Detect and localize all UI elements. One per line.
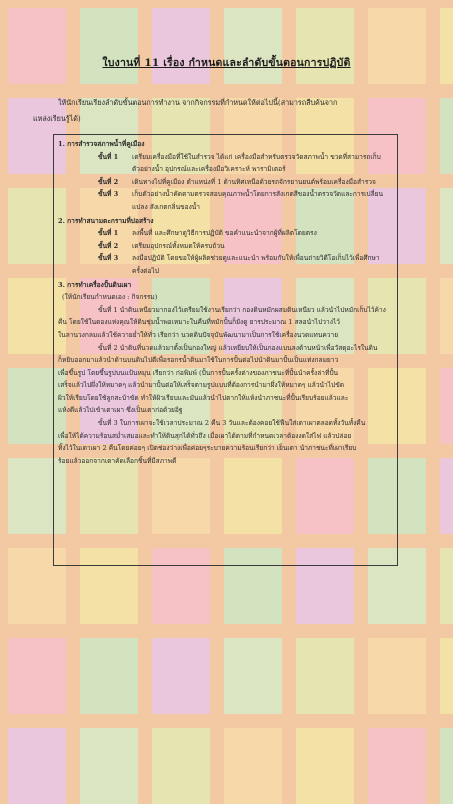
step-number: ขั้นที่ 1 <box>98 152 119 161</box>
instructions <box>33 95 398 127</box>
step-text: เตรียมเครื่องมือที่ใช้ในสำรวจ ได้แก่ เครื่องมือสำหรับตรวจวัดสภาพน้ำ ขวดที่สามารถเก็บ <box>132 152 381 161</box>
section-1-step-1 <box>58 151 391 176</box>
background-tile <box>440 728 453 804</box>
step-text: เดินทางไปที่คูเมือง ตำแหน่งที่ 1 ด้านทิศเหนือด้วยรถจักรยานยนต์พร้อมเครื่องมือสำรวจ <box>132 177 376 186</box>
step-text: แห้งดีแล้วไปเข้าเตาเผา ซึ่งเป็นเตาก่อด้วยอิฐ <box>58 406 183 415</box>
step-text: นำดินเหนียวมากองไว้เตรียมใช้งานเรียกว่า กองดินหมักผสมดินเหนียว แล้วนำไปหมักเก็บไว้ค้าง <box>119 305 386 314</box>
answer-box <box>53 134 398 566</box>
background-tile <box>152 638 210 714</box>
section-1-step-2 <box>58 176 391 189</box>
step-text: นำดินที่นวดแล้วมาตั้งเป็นกองใหญ่ แล้วเหยียบให้เป็นกองแบนลงด้านหน้าเพื่อวัสดุอะไรในดิน <box>119 343 378 352</box>
background-tile <box>224 638 282 714</box>
section-1-heading: 1. การสำรวจสภาพน้ำที่คูเมือง <box>58 140 145 148</box>
step-number: ขั้นที่ 2 <box>98 343 118 352</box>
section-2-step-3 <box>58 252 391 277</box>
section-3-step-3 <box>58 417 391 467</box>
background-tile <box>296 728 354 804</box>
section-1-step-3 <box>58 188 391 213</box>
step-number: ขั้นที่ 3 <box>98 254 119 263</box>
background-tile <box>80 728 138 804</box>
step-text: ในลานวงกลมแล้วใช้ควายย่ำให้ทั่ว เรียกว่า นวดดินปัจจุบันพัฒนามาเป็นการใช้เครื่องนวดแทนควาย <box>58 330 339 339</box>
section-2-step-1 <box>58 227 391 240</box>
section-3-note: (ให้นักเรียนกำหนดเอง : กิจกรรม) <box>62 293 158 302</box>
step-number: ขั้นที่ 1 <box>98 305 118 314</box>
step-text: เตรียมอุปกรณ์ทั้งหมดให้ครบถ้วน <box>132 241 225 250</box>
instructions-line-2: แหล่งเรียนรู้ได้) <box>33 114 81 123</box>
section-2-step-2 <box>58 240 391 253</box>
instructions-line-1: ให้นักเรียนเรียงลำดับขั้นตอนการทำงาน จากกิจกรรมที่กำหนดให้ต่อไปนี้(สามารถสืบค้นจาก <box>58 98 338 107</box>
section-3-heading: 3. การทำเครื่องปั้นดินเผา <box>58 280 132 289</box>
background-tile <box>80 638 138 714</box>
step-text: ร้อยแล้วออกจากเตาคัดเลือกชิ้นที่มีสภาพดี <box>58 456 177 465</box>
background-tile <box>296 638 354 714</box>
background-tile <box>368 728 426 804</box>
step-number: ขั้นที่ 3 <box>98 190 119 199</box>
step-number: ขั้นที่ 2 <box>98 177 119 186</box>
step-text: ลงมือปฏิบัติ โดยขอให้ผู้ผลิตช่วยดูและแนะนำ พร้อมกับให้เพื่อนถ่ายวิดีโอเก็บไว้เพื่อศึกษา <box>132 254 380 263</box>
step-text: ทิ้งไว้ในเตาเผา 2 คืนโดยค่อยๆ เปิดช่องว่างเพื่อค่อยๆระบายความร้อนเรียกว่า เย็นเตา นำภาชนะที่เผาเรียบ <box>58 444 357 453</box>
step-text: ผิวให้เรียบโดยใช้ลูกสะบ้าขัด ทำให้ผิวเรียบและมันแล้วนำไปตากให้แห้งนำภาชนะที่ปั้นเรียบร้อยแล้วและ <box>58 393 349 402</box>
background-tile <box>440 638 453 714</box>
step-text: เพื่อขึ้นรูป โดยขึ้นรูปบนแป้นหมุน เรียกว่า ก่อพิมพ์ (ปั้นการปั้นครั้งต่างของภาชนะที่ปั้นนำครั้งล่าที่ปั้น <box>58 368 339 377</box>
page-title: ใบงานที่ 11 เรื่อง กำหนดและลำดับขั้นตอนการปฏิบัติ <box>102 57 351 69</box>
step-text: เสร็จแล้วไปผึ่งให้หมาดๆ แล้วนำมาปั้นต่อให้เสร็จตามรูปแบบที่ต้องการนำมาผึ่งให้หมาดๆ แล้วนำไปขัด <box>58 381 345 390</box>
step-text: ในการเผาจะใช้เวลาประมาณ 2 คืน 3 วันและต้องคอยใช้ฟืนใส่เตาเผาตลอดทั้งวันทั้งคืน <box>119 419 366 428</box>
section-3-step-2 <box>58 342 391 418</box>
step-number: ขั้นที่ 1 <box>98 229 119 238</box>
background-tile <box>8 728 66 804</box>
step-text: ครั้งต่อไป <box>132 266 159 275</box>
step-text: เพื่อให้ได้ความร้อนสม่ำเสมอและทำให้ดินสุกได้ทั่วถึง เมื่อเผาได้ตามที่กำหนดเวลาต้องงดใส่ไฟ แล้วปล่อย <box>58 431 352 440</box>
background-tile <box>8 638 66 714</box>
step-text: ก็หยิบออกมาแล้วนำด้านบนดินไปตีเพื่อรอกรน้ำดินมาใช้ในการปั้นต่อไปนำดินมาปั้นเป็นแท่งกลมยาว <box>58 356 339 365</box>
background-tile <box>224 728 282 804</box>
background-tile <box>368 638 426 714</box>
step-text: ตัวอย่างน้ำ อุปกรณ์และเครื่องมือวิเคราะห์ พารามิเตอร์ <box>132 165 286 174</box>
step-number: ขั้นที่ 2 <box>98 241 119 250</box>
step-text: แปลง สังเกตกลิ่นของน้ำ <box>132 202 201 211</box>
step-text: คืน โดยใช้ในดองแห่งคุณให้ดินชุ่มน้ำพอเหมาะในคืนที่หมักปั้นก็ยังดู ยารประมาณ 1 สลอนำไปวางไว้ <box>58 318 340 327</box>
background-tile <box>152 728 210 804</box>
section-3-step-1 <box>58 304 391 342</box>
step-number: ขั้นที่ 3 <box>98 419 118 428</box>
step-text: ลงพื้นที่ และศึกษาดูวิธีการปฏิบัติ ขอคำแนะนำจากผู้ที่ผลิตโดยตรง <box>132 229 317 238</box>
section-2-heading: 2. การทำสนามตะกรามที่บ่อสร้าง <box>58 216 154 225</box>
step-text: เก็บตัวอย่างน้ำคัดตามตรวจสอบคุณภาพน้ำโดยการสังเกตสีของน้ำตรวจวัดและการเปลี่ยน <box>132 190 384 199</box>
